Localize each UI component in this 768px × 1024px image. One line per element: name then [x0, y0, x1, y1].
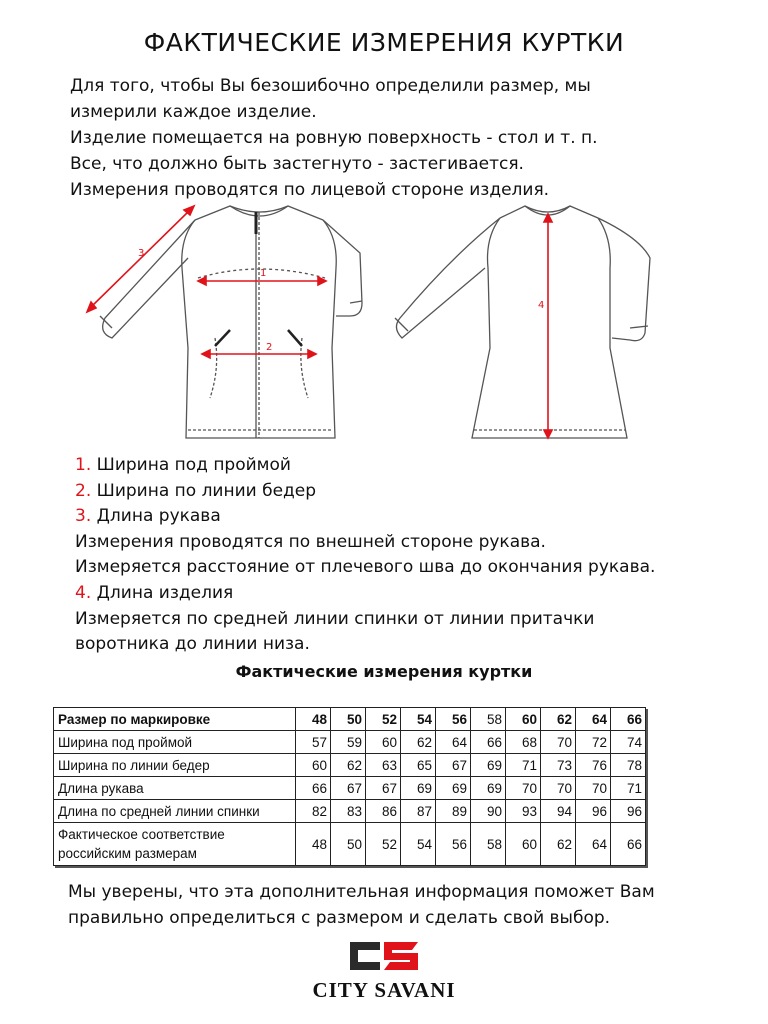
legend-number: 3. — [75, 506, 92, 527]
brand-name: CITY SAVANI — [312, 978, 456, 1002]
table-cell: 96 — [611, 800, 646, 823]
table-cell: 69 — [436, 777, 471, 800]
table-cell: 48 — [296, 708, 331, 731]
table-cell: 62 — [331, 754, 366, 777]
marker-3: 3 — [138, 248, 145, 259]
table-cell: 60 — [366, 731, 401, 754]
table-row — [54, 777, 646, 800]
table-cell: 52 — [366, 708, 401, 731]
jacket-front-icon — [100, 206, 362, 438]
table-cell: 69 — [401, 777, 436, 800]
table-cell: 64 — [576, 708, 611, 731]
table-cell: 70 — [541, 777, 576, 800]
closing-line: Мы уверены, что эта дополнительная информация поможет Вам — [68, 882, 655, 902]
legend-item-2 — [75, 479, 755, 505]
legend-label: Длина рукава — [96, 506, 221, 527]
table-row — [54, 800, 646, 823]
table-cell: 86 — [366, 800, 401, 823]
table-cell: 60 — [506, 708, 541, 731]
intro-line: Изделие помещается на ровную поверхность - стол и т. п. — [70, 128, 598, 148]
intro-line: Для того, чтобы Вы безошибочно определили размер, мы — [70, 76, 591, 96]
legend-label: Длина изделия — [96, 582, 234, 603]
marker-2: 2 — [266, 342, 273, 353]
intro-text — [70, 73, 720, 203]
legend-label: Ширина под проймой — [96, 455, 291, 475]
table-cell: 70 — [506, 777, 541, 800]
table-cell: 70 — [541, 731, 576, 754]
table-cell: 74 — [611, 731, 646, 754]
row-label-line: Фактическое соответствие — [58, 827, 225, 842]
legend-item-1 — [75, 453, 755, 479]
table-cell: 82 — [296, 800, 331, 823]
table-cell: 90 — [471, 800, 506, 823]
table-cell: 83 — [331, 800, 366, 823]
table-cell: 73 — [541, 754, 576, 777]
table-cell: 62 — [541, 708, 576, 731]
row-label: Длина по средней линии спинки — [54, 800, 296, 823]
table-row — [54, 754, 646, 777]
table-cell: 66 — [471, 731, 506, 754]
table-cell: 64 — [436, 731, 471, 754]
table-header-row — [54, 708, 646, 731]
page-title: ФАКТИЧЕСКИЕ ИЗМЕРЕНИЯ КУРТКИ — [143, 28, 625, 57]
legend-number: 1. — [75, 455, 92, 475]
table-cell: 60 — [506, 823, 541, 866]
row-label: Ширина под проймой — [54, 731, 296, 754]
intro-line: Измерения проводятся по лицевой стороне изделия. — [70, 180, 550, 200]
table-cell: 64 — [576, 823, 611, 866]
legend-item-4 — [75, 581, 755, 607]
marker-1: 1 — [260, 268, 267, 279]
intro-line: Все, что должно быть застегнуто - застегивается. — [70, 154, 524, 174]
table-cell: 57 — [296, 731, 331, 754]
table-cell: 59 — [331, 731, 366, 754]
legend-number: 2. — [75, 480, 92, 501]
legend-item-3 — [75, 504, 755, 530]
table-cell: 63 — [366, 754, 401, 777]
table-cell: 71 — [611, 777, 646, 800]
table-cell: 54 — [401, 708, 436, 731]
table-cell: 89 — [436, 800, 471, 823]
table-cell: 67 — [331, 777, 366, 800]
table-row — [54, 823, 646, 866]
legend-number: 4. — [75, 582, 92, 603]
table-cell: 56 — [436, 708, 471, 731]
table-cell: 93 — [506, 800, 541, 823]
table-cell: 67 — [436, 754, 471, 777]
table-cell: 58 — [471, 823, 506, 866]
table-cell: 50 — [331, 823, 366, 866]
legend-note: Измерения проводятся по внешней стороне рукава. — [75, 531, 546, 552]
legend-label: Ширина по линии бедер — [96, 480, 317, 501]
row-label: Длина рукава — [54, 777, 296, 800]
row-label — [54, 823, 296, 866]
table-cell: 56 — [436, 823, 471, 866]
table-cell: 69 — [471, 777, 506, 800]
table-cell: 52 — [366, 823, 401, 866]
row-label-line: российским размерам — [58, 846, 197, 861]
table-cell: 66 — [611, 823, 646, 866]
table-cell: 58 — [471, 708, 506, 731]
measurement-legend — [75, 453, 755, 658]
table-cell: 65 — [401, 754, 436, 777]
table-cell: 69 — [471, 754, 506, 777]
table-cell: 60 — [296, 754, 331, 777]
row-label: Ширина по линии бедер — [54, 754, 296, 777]
table-cell: 66 — [611, 708, 646, 731]
table-title: Фактические измерения куртки — [235, 662, 533, 681]
closing-line: правильно определиться с размером и сделать свой выбор. — [68, 908, 611, 928]
jacket-back-icon — [395, 206, 650, 438]
table-cell: 62 — [401, 731, 436, 754]
intro-line: измерили каждое изделие. — [70, 102, 317, 122]
table-cell: 54 — [401, 823, 436, 866]
table-cell: 70 — [576, 777, 611, 800]
row-label: Размер по маркировке — [54, 708, 296, 731]
legend-note: воротника до линии низа. — [75, 634, 310, 655]
legend-note: Измеряется по средней линии спинки от линии притачки — [75, 608, 595, 629]
jacket-diagram — [70, 198, 670, 453]
table-cell: 94 — [541, 800, 576, 823]
table-row — [54, 731, 646, 754]
table-cell: 68 — [506, 731, 541, 754]
table-cell: 87 — [401, 800, 436, 823]
marker-4: 4 — [538, 300, 545, 311]
table-cell: 76 — [576, 754, 611, 777]
table-cell: 71 — [506, 754, 541, 777]
closing-text — [68, 879, 758, 931]
table-cell: 62 — [541, 823, 576, 866]
table-cell: 96 — [576, 800, 611, 823]
table-cell: 66 — [296, 777, 331, 800]
size-table — [53, 707, 646, 866]
table-cell: 48 — [296, 823, 331, 866]
cs-monogram-icon — [340, 938, 430, 974]
table-cell: 78 — [611, 754, 646, 777]
table-cell: 72 — [576, 731, 611, 754]
legend-note: Измеряется расстояние от плечевого шва до окончания рукава. — [75, 557, 656, 578]
table-cell: 50 — [331, 708, 366, 731]
table-cell: 67 — [366, 777, 401, 800]
